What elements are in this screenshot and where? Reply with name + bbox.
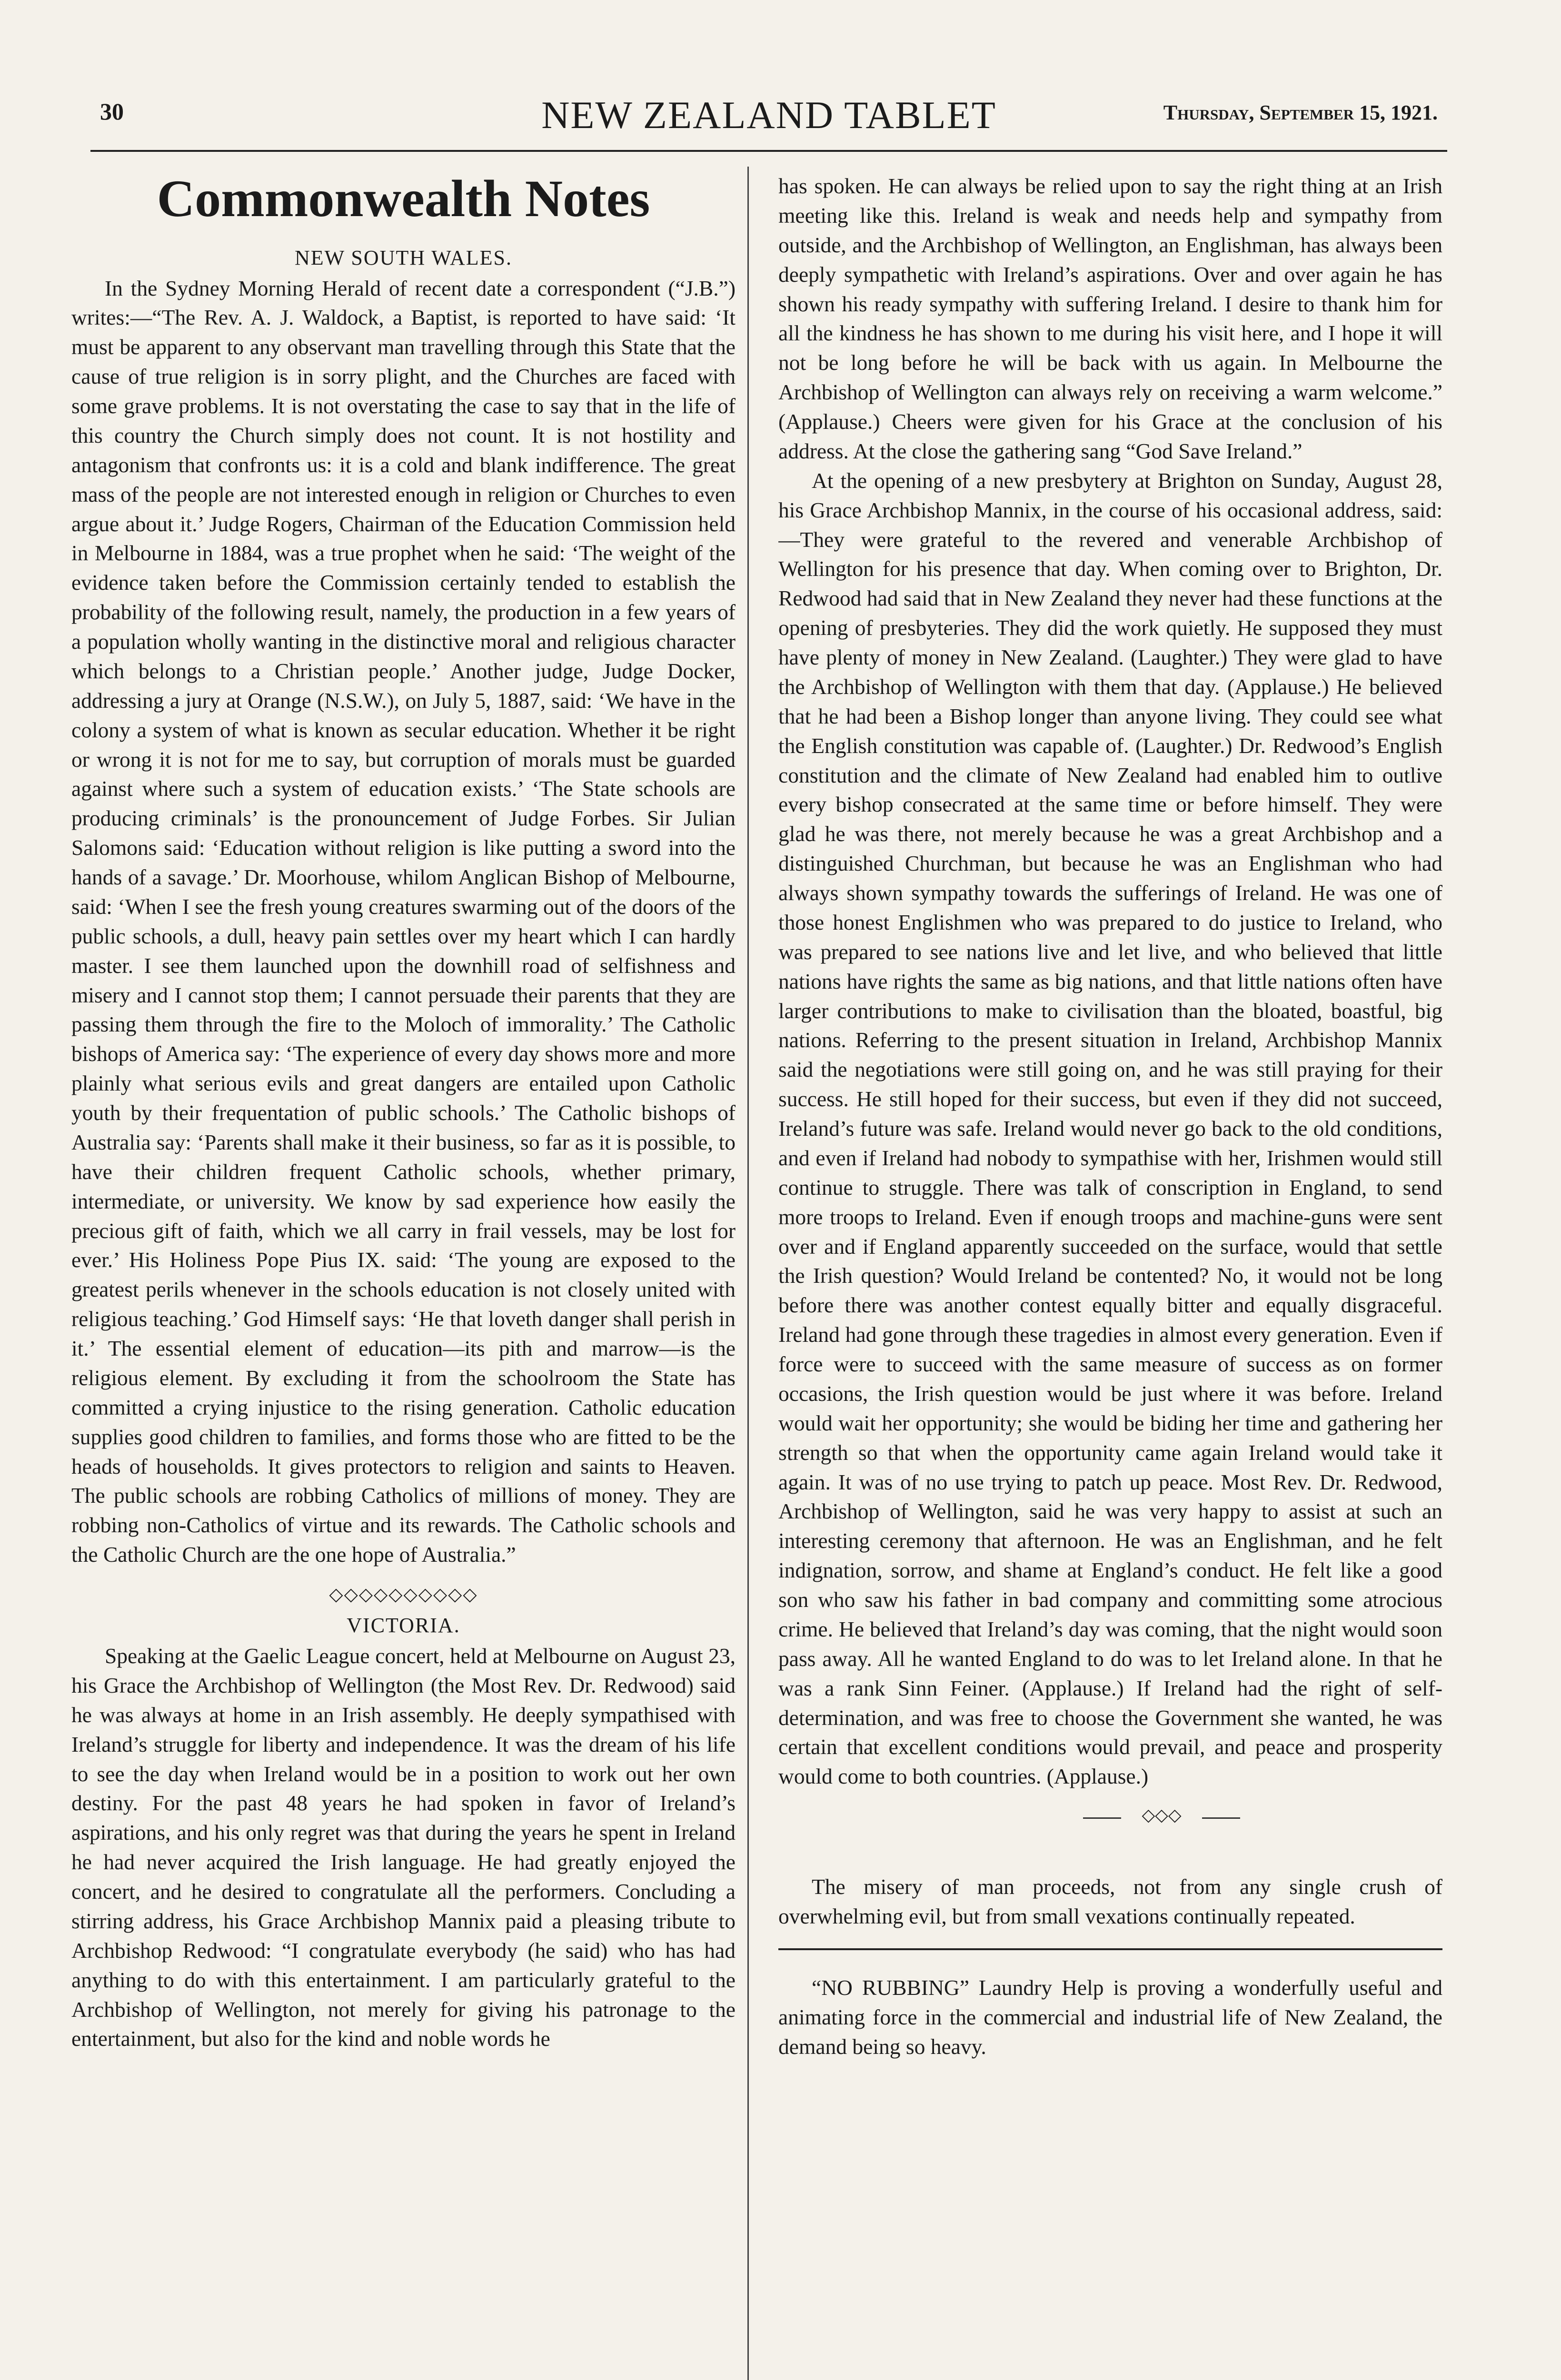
left-column <box>71 171 736 2380</box>
section-heading-nsw: NEW SOUTH WALES. <box>295 246 512 269</box>
right-column <box>778 171 1442 2380</box>
section-separator <box>778 1791 1442 1844</box>
spacer <box>778 1844 1442 1872</box>
ornament-divider: ◇◇◇◇◇◇◇◇◇◇ <box>329 1584 478 1605</box>
header-rule <box>90 150 1447 152</box>
column-divider <box>747 167 749 2380</box>
victoria-paragraph-1-continued: has spoken. He can always be relied upon to say the right thing at an Irish meeting like this. Ireland is weak and needs help and sympathy from outside, and the Archbishop of Wellington, an Englishman, has always been deeply sympathetic with Ireland’s aspirations. Over and over again he has shown his ready sympathy with suffering Ireland. I desire to thank him for all the kindness he has shown to me during his visit here, and I hope it will not be long before he will be back with us again. In Melbourne the Archbishop of Wellington can always rely on receiving a warm welcome.” (Applause.) Cheers were given for his Grace at the conclusion of his address. At the close the gathering sang “God Save Ireland.” <box>778 174 1442 463</box>
section-heading-victoria: VICTORIA. <box>347 1614 460 1637</box>
laundry-advert: “NO RUBBING” Laundry Help is proving a wonderfully useful and animating force in the commercial and industrial life of New Zealand, the demand being so heavy. <box>778 1975 1442 2059</box>
article-title: Commonwealth Notes <box>157 171 650 228</box>
nsw-paragraph: In the Sydney Morning Herald of recent date a correspondent (“J.B.”) writes:—“The Rev. A. J. Waldock, a Baptist, is reported to have said: ‘It must be apparent to any observant man travelling through this State that the cause of true religion is in sorry plight, and the Churches are faced with some grave problems. It is not overstating the case to say that in the life of this country the Church simply does not count. It is not hostility and antagonism that confronts us: it is a cold and blank indifference. The great mass of the people are not interested enough in religion or Churches to even argue about it.’ Judge Rogers, Chairman of the Education Commission held in Melbourne in 1884, was a true prophet when he said: ‘The weight of the evidence taken before the Commission certainly tended to establish the probability of the following result, namely, the production in a few years of a population wholly wanting in the distinctive moral and religious character which belongs to a Christian people.’ Another judge, Judge Docker, addressing a jury at Orange (N.S.W.), on July 5, 1887, said: ‘We have in the colony a system of what is known as secular education. Whether it be right or wrong it is not for me to say, but corruption of morals must be guarded against where such a system of education exists.’ ‘The State schools are producing criminals’ is the pronouncement of Judge Forbes. Sir Julian Salomons said: ‘Education without religion is like putting a sword into the hands of a savage.’ Dr. Moorhouse, whilom Anglican Bishop of Melbourne, said: ‘When I see the fresh young creatures swarming out of the doors of the public schools, a dull, heavy pain settles over my heart which I can hardly master. I see them launched upon the downhill road of selfishness and misery and I cannot stop them; I cannot persuade their parents that they are passing them through the fire to the Moloch of immorality.’ The Catholic bishops of America say: ‘The experience of every day shows more and more plainly what serious evils and great dangers are entailed upon Catholic youth by their frequentation of public schools.’ The Catholic bishops of Australia say: ‘Parents shall make it their business, so far as it is possible, to have their children frequent Catholic schools, whether primary, intermediate, or university. We know by sad experience how easily the precious gift of faith, which we all carry in frail vessels, may be lost for ever.’ His Holiness Pope Pius IX. said: ‘The young are exposed to the greatest perils whenever in the schools education is not closely united with religious teaching.’ God Himself says: ‘He that loveth danger shall perish in it.’ The essential element of education—its pith and marrow—is the religious element. By excluding it from the schoolroom the State has committed a crying injustice to the rising generation. Catholic education supplies good children to families, and forms those who are fitted to be the heads of households. It gives protectors to religion and saints to Heaven. The public schools are robbing Catholics of millions of money. They are robbing non-Catholics of virtue and its rewards. The Catholic schools and the Catholic Church are the one hope of Australia.” <box>71 276 736 1567</box>
page-number: 30 <box>100 98 124 125</box>
masthead: NEW ZEALAND TABLET <box>541 93 996 137</box>
separator-diamonds: ◇◇◇ <box>1121 1805 1202 1825</box>
filler-quote: The misery of man proceeds, not from any single crush of overwhelming evil, but from small vexations continually repeated. <box>778 1874 1442 1928</box>
issue-date: Thursday, September 15, 1921. <box>1163 101 1438 124</box>
page-header <box>90 93 1447 145</box>
victoria-paragraph-2: At the opening of a new presbytery at Brighton on Sunday, August 28, his Grace Archbishop Mannix, in the course of his occasional address, said:—They were grateful to the revered and venerable Archbishop of Wellington for his presence that day. When coming over to Brighton, Dr. Redwood had said that in New Zealand they never had these functions at the opening of presbyteries. They did the work quietly. He supposed they must have plenty of money in New Zealand. (Laughter.) They were glad to have the Archbishop of Wellington with them that day. (Applause.) He believed that he had been a Bishop longer than anyone living. They could see what the English constitution was capable of. (Laughter.) Dr. Redwood’s English constitution and the climate of New Zealand had enabled him to outlive every bishop consecrated at the same time or before himself. They were glad he was there, not merely because he was a great Archbishop and a distinguished Churchman, but because he was an Englishman who had always shown sympathy towards the sufferings of Ireland. He was one of those honest Englishmen who was prepared to do justice to Ireland, who was prepared to see nations live and let live, and who believed that little nations have rights the same as big nations, and that little nations often have larger contributions to make to civilisation than the bloated, boastful, big nations. Referring to the present situation in Ireland, Archbishop Mannix said the negotiations were still going on, and he was still praying for their success. He still hoped for their success, but even if they did not succeed, Ireland’s future was safe. Ireland would never go back to the old conditions, and even if Ireland had nobody to sympathise with her, Irishmen would still continue to struggle. There was talk of conscription in England, to send more troops to Ireland. Even if enough troops and machine-guns were sent over and if England apparently succeeded on the surface, would that settle the Irish question? Would Ireland be contented? No, it would not be long before there was another contest equally bitter and equally disgraceful. Ireland had gone through these tragedies in almost every generation. Even if force were to succeed with the same measure of success as on former occasions, the Irish question would be just where it was before. Ireland would wait her opportunity; she would be biding her time and gathering her strength so that when the opportunity came again Ireland would take it again. It was of no use trying to patch up peace. Most Rev. Dr. Redwood, Archbishop of Wellington, said he was very happy to assist at such an interesting ceremony that afternoon. He was an Englishman, and he felt indignation, sorrow, and shame at England’s conduct. He felt like a good son who saw his father in bad company and committing some atrocious crime. He believed that Ireland’s day was coming, that the night would soon pass away. All he wanted England to do was to let Ireland alone. In that he was a rank Sinn Feiner. (Applause.) If Ireland had the right of self-determination, and was free to choose the Government she wanted, he was certain that excellent conditions would prevail, and peace and prosperity would come to both countries. (Applause.) <box>778 468 1442 1789</box>
victoria-paragraph-1: Speaking at the Gaelic League concert, held at Melbourne on August 23, his Grace the Archbishop of Wellington (the Most Rev. Dr. Redwood) said he was always at home in an Irish assembly. He deeply sympathised with Ireland’s struggle for liberty and independence. It was the dream of his life to see the day when Ireland would be in a position to work out her own destiny. For the past 48 years he had spoken in favor of Ireland’s aspirations, and his only regret was that during the years he spent in Ireland he had never acquired the Irish language. He had greatly enjoyed the concert, and he desired to congratulate all the performers. Concluding a stirring address, his Grace Archbishop Mannix paid a pleasing tribute to Archbishop Redwood: “I congratulate everybody (he said) who has had anything to do with this entertainment. I am particularly grateful to the Archbishop of Wellington, not merely for giving his patronage to the entertainment, but also for the kind and noble words he <box>71 1644 736 2051</box>
advert-rule <box>778 1948 1442 1950</box>
